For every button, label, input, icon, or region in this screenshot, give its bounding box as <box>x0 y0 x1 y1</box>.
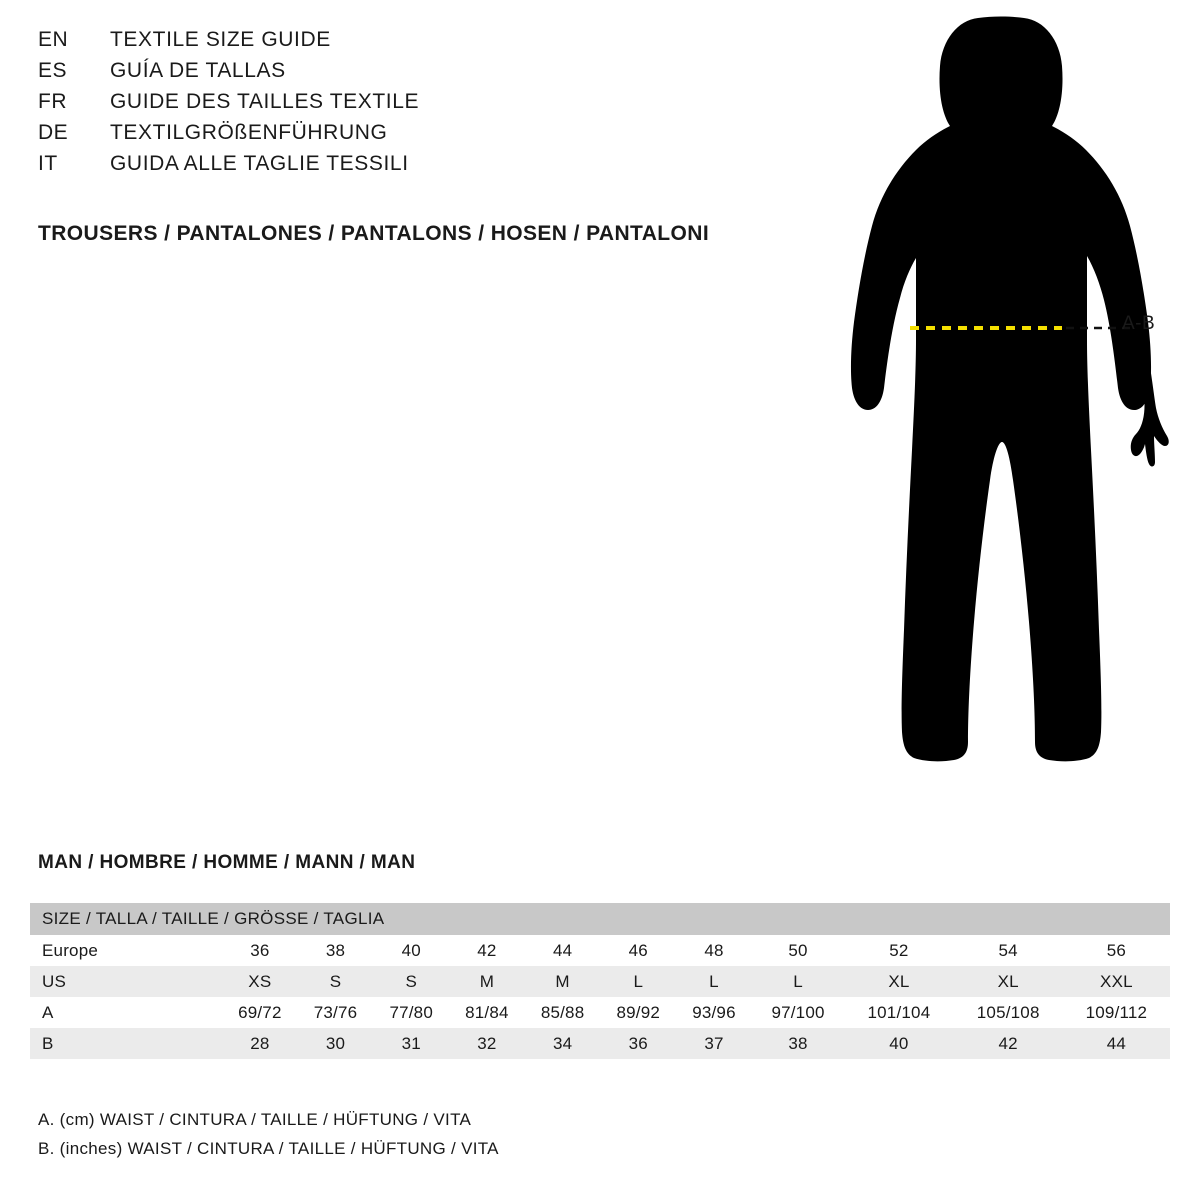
footnotes <box>38 1110 499 1168</box>
cell: S <box>373 966 449 997</box>
language-list <box>38 28 858 183</box>
cell: 38 <box>752 1028 844 1059</box>
table-row <box>30 1028 1170 1059</box>
footnote-a: A. (cm) WAIST / CINTURA / TAILLE / HÜFTUNG / VITA <box>38 1110 472 1129</box>
table-section-title: MAN / HOMBRE / HOMME / MANN / MAN <box>38 852 416 873</box>
cell: L <box>752 966 844 997</box>
cell: 42 <box>449 935 525 966</box>
garment-type-label: TROUSERS / PANTALONES / PANTALONS / HOSEN / PANTALONI <box>38 222 710 245</box>
cell: 97/100 <box>752 997 844 1028</box>
cell: L <box>676 966 752 997</box>
cell: L <box>600 966 676 997</box>
cell: 89/92 <box>600 997 676 1028</box>
language-row <box>38 90 858 121</box>
cell: 40 <box>373 935 449 966</box>
cell: S <box>298 966 374 997</box>
cell: 69/72 <box>222 997 298 1028</box>
row-label: Europe <box>30 935 222 966</box>
cell: 85/88 <box>525 997 601 1028</box>
language-title: TEXTILGRÖßENFÜHRUNG <box>110 121 388 144</box>
body-silhouette-figure <box>830 10 1190 800</box>
cell: 40 <box>844 1028 953 1059</box>
cell: 28 <box>222 1028 298 1059</box>
language-title: GUÍA DE TALLAS <box>110 59 286 82</box>
row-label: A <box>30 997 222 1028</box>
silhouette-shape <box>851 17 1169 762</box>
language-row <box>38 152 858 183</box>
row-label: B <box>30 1028 222 1059</box>
cell: 54 <box>954 935 1063 966</box>
cell: 56 <box>1063 935 1170 966</box>
cell: 105/108 <box>954 997 1063 1028</box>
language-row <box>38 121 858 152</box>
cell: 52 <box>844 935 953 966</box>
cell: XL <box>844 966 953 997</box>
cell: 36 <box>222 935 298 966</box>
cell: 109/112 <box>1063 997 1170 1028</box>
cell: 34 <box>525 1028 601 1059</box>
cell: 101/104 <box>844 997 953 1028</box>
table-row <box>30 935 1170 966</box>
cell: 37 <box>676 1028 752 1059</box>
cell: M <box>525 966 601 997</box>
row-label: US <box>30 966 222 997</box>
cell: M <box>449 966 525 997</box>
cell: 81/84 <box>449 997 525 1028</box>
cell: 32 <box>449 1028 525 1059</box>
cell: XS <box>222 966 298 997</box>
language-row <box>38 59 858 90</box>
language-code: EN <box>38 28 69 51</box>
cell: 38 <box>298 935 374 966</box>
language-title: GUIDE DES TAILLES TEXTILE <box>110 90 420 113</box>
language-code: DE <box>38 121 69 144</box>
cell: 46 <box>600 935 676 966</box>
table-header-label: SIZE / TALLA / TAILLE / GRÖSSE / TAGLIA <box>30 903 1170 935</box>
cell: 50 <box>752 935 844 966</box>
cell: XL <box>954 966 1063 997</box>
cell: 93/96 <box>676 997 752 1028</box>
cell: 42 <box>954 1028 1063 1059</box>
cell: 77/80 <box>373 997 449 1028</box>
table-row <box>30 966 1170 997</box>
table-row <box>30 997 1170 1028</box>
language-code: FR <box>38 90 67 113</box>
cell: XXL <box>1063 966 1170 997</box>
footnote-b: B. (inches) WAIST / CINTURA / TAILLE / HÜFTUNG / VITA <box>38 1139 499 1158</box>
language-row <box>38 28 858 59</box>
cell: 31 <box>373 1028 449 1059</box>
cell: 73/76 <box>298 997 374 1028</box>
size-table <box>30 903 1170 1059</box>
table-header-row <box>30 903 1170 935</box>
measure-label-ab: A-B <box>1122 313 1156 334</box>
language-code: IT <box>38 152 58 175</box>
language-title: TEXTILE SIZE GUIDE <box>110 28 331 51</box>
cell: 44 <box>1063 1028 1170 1059</box>
cell: 48 <box>676 935 752 966</box>
cell: 44 <box>525 935 601 966</box>
language-code: ES <box>38 59 68 82</box>
language-title: GUIDA ALLE TAGLIE TESSILI <box>110 152 409 175</box>
cell: 36 <box>600 1028 676 1059</box>
cell: 30 <box>298 1028 374 1059</box>
